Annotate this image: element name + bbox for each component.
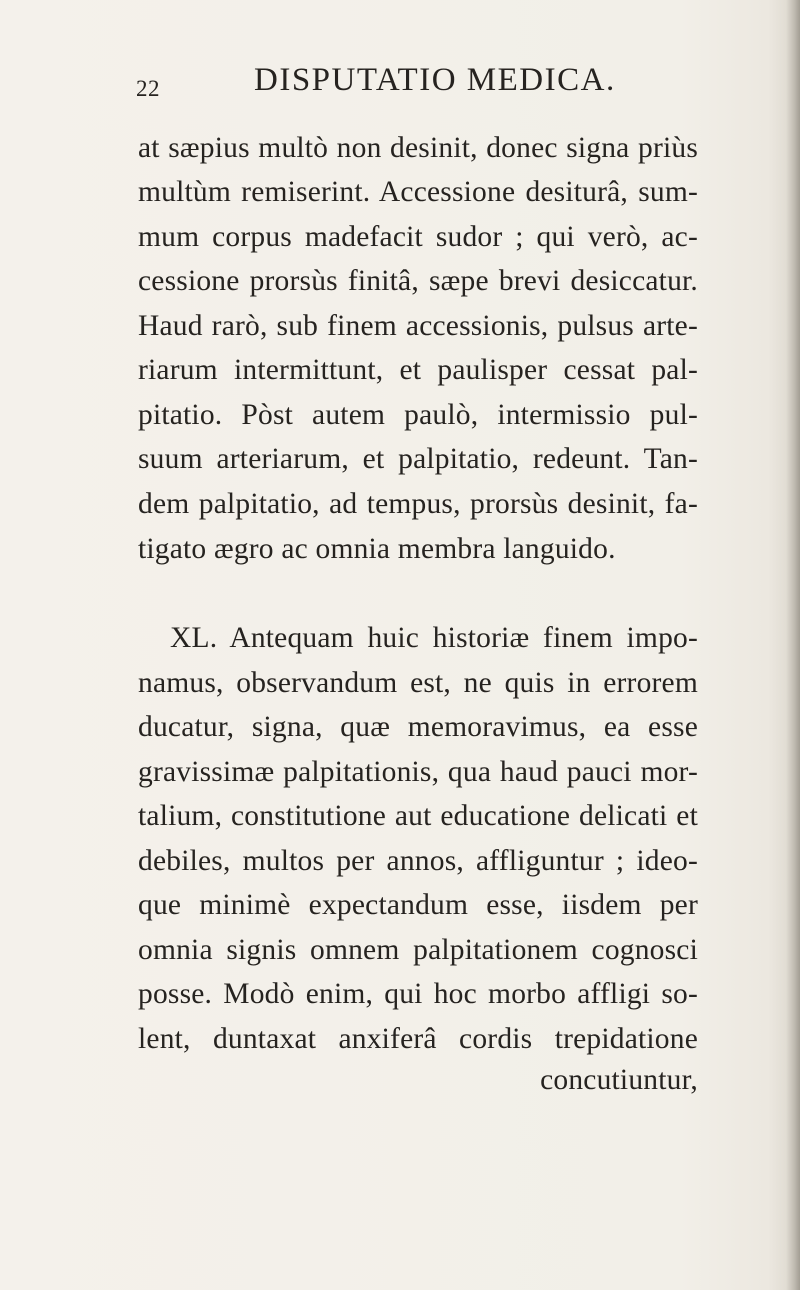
text-line: gravissimæ palpitationis, qua haud pauci mor- xyxy=(138,756,698,788)
page-header xyxy=(0,62,800,102)
text-line: dem palpitatio, ad tempus, prorsùs desinit, fa- xyxy=(138,488,698,520)
text-line: cessione prorsùs finitâ, sæpe brevi desiccatur. xyxy=(138,265,698,297)
text-line: XL. Antequam huic historiæ finem impo- xyxy=(170,622,698,654)
text-line: namus, observandum est, ne quis in errorem xyxy=(138,667,698,699)
text-line: suum arteriarum, et palpitatio, redeunt. Tan- xyxy=(138,443,698,475)
text-line: debiles, multos per annos, affliguntur ; ideo- xyxy=(138,845,698,877)
text-line: pitatio. Pòst autem paulò, intermissio pul- xyxy=(138,399,698,431)
page-number: 22 xyxy=(136,76,160,101)
text-line: multùm remiserint. Accessione desiturâ, sum- xyxy=(138,176,698,208)
text-line: ducatur, signa, quæ memoravimus, ea esse xyxy=(138,711,698,743)
text-line: at sæpius multò non desinit, donec signa priùs xyxy=(138,132,698,164)
text-line: omnia signis omnem palpitationem cognosci xyxy=(138,934,698,966)
text-line: tigato ægro ac omnia membra languido. xyxy=(138,533,616,565)
text-line: que minimè expectandum esse, iisdem per xyxy=(138,889,698,921)
text-line: posse. Modò enim, qui hoc morbo affligi so- xyxy=(138,978,698,1010)
text-line: Haud rarò, sub finem accessionis, pulsus arte- xyxy=(138,310,698,342)
text-line: riarum intermittunt, et paulisper cessat pal- xyxy=(138,354,698,386)
text-line: lent, duntaxat anxiferâ cordis trepidatione xyxy=(138,1023,698,1055)
text-line: talium, constitutione aut educatione delicati et xyxy=(138,800,698,832)
page-gutter-shadow xyxy=(786,0,800,1290)
text-line: mum corpus madefacit sudor ; qui verò, ac- xyxy=(138,221,698,253)
catchword-line: concutiuntur, xyxy=(540,1064,698,1096)
running-head: DISPUTATIO MEDICA. xyxy=(254,62,616,98)
